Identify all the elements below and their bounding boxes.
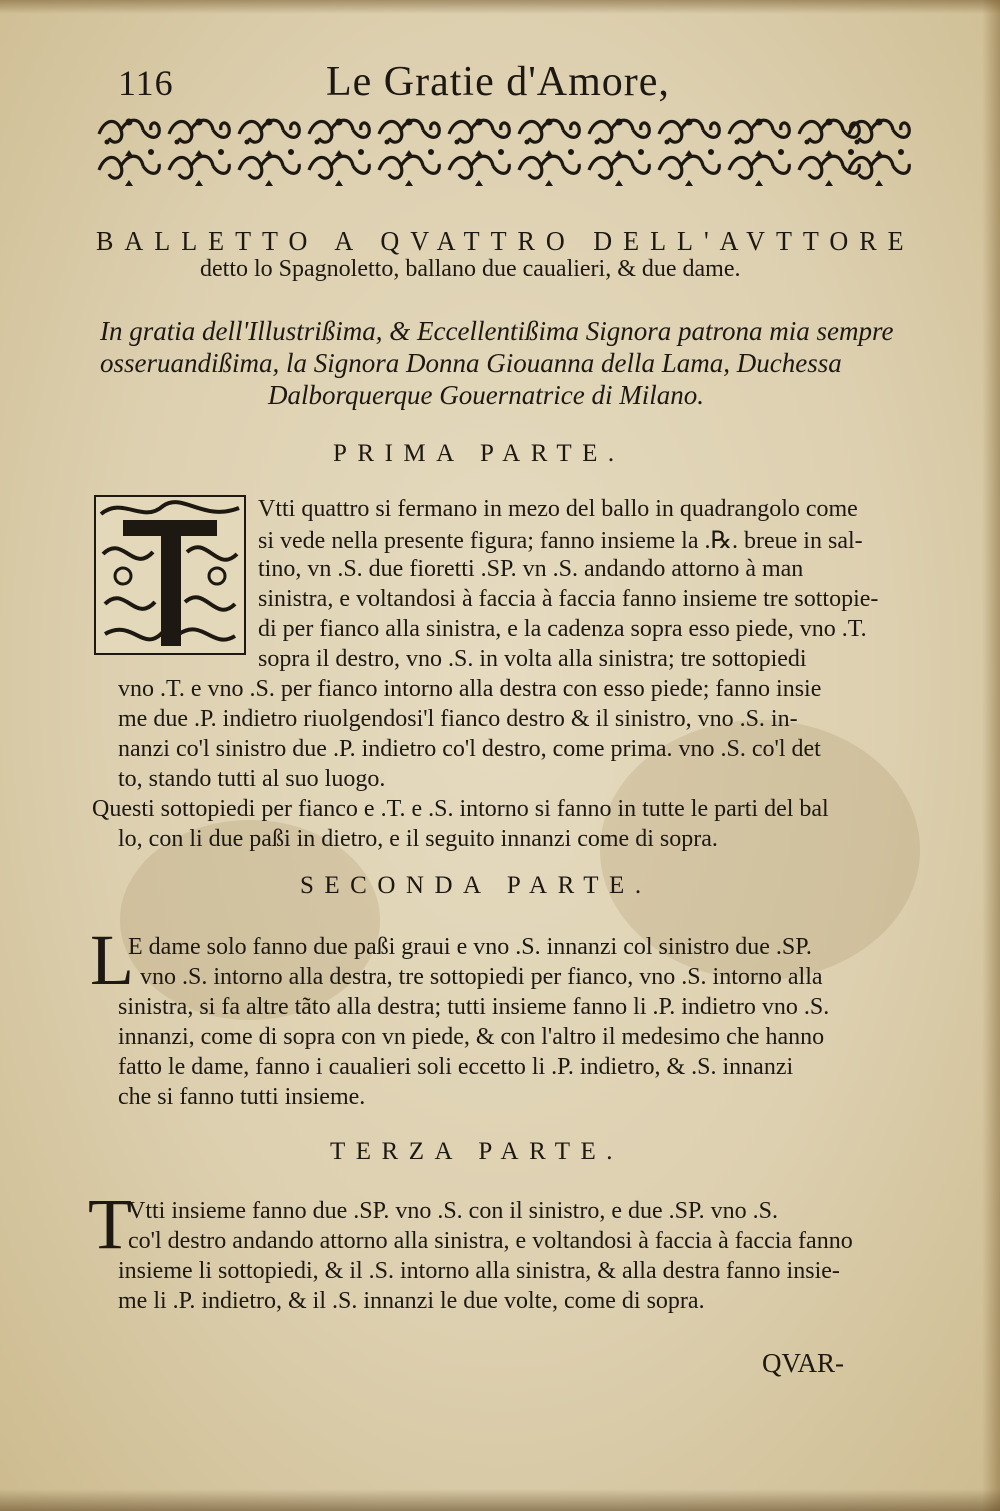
text-line: insieme li sottopiedi, & il .S. intorno alla sinistra, & alla destra fanno insie- <box>118 1258 840 1284</box>
dedication-line: Dalborquerque Gouernatrice di Milano. <box>268 380 704 410</box>
text-line: che si fanno tutti insieme. <box>118 1084 366 1110</box>
dedication-line: In gratia dell'Illustrißima, & Eccellentißima Signora patrona mia sempre <box>100 316 894 346</box>
text-line: E dame solo fanno due paßi graui e vno .S. innanzi col sinistro due .SP. <box>128 934 812 960</box>
running-title: Le Gratie d'Amore, <box>326 59 670 105</box>
dance-title: BALLETTO A QVATTRO DELL'AVTTORE <box>96 226 915 256</box>
running-header <box>0 58 1000 110</box>
text-line: Vtti insieme fanno due .SP. vno .S. con il sinistro, e due .SP. vno .S. <box>128 1198 779 1224</box>
decorated-initial-T <box>93 494 247 656</box>
section-heading-seconda: SECONDA PARTE. <box>300 872 652 899</box>
text-line: Vtti quattro si fermano in mezo del ballo in quadrangolo come <box>258 496 858 522</box>
text-line: sinistra, si fa altre tãto alla destra; tutti insieme fanno li .P. indietro vno .S. <box>118 994 830 1020</box>
text-line: sinistra, e voltandosi à faccia à faccia fanno insieme tre sottopie- <box>258 586 879 612</box>
text-line: tino, vn .S. due fioretti .SP. vn .S. andando attorno à man <box>258 556 804 582</box>
text-line: vno .S. intorno alla destra, tre sottopiedi per fianco, vno .S. intorno alla <box>140 964 823 990</box>
decorative-border-band <box>95 112 915 192</box>
text-line: me li .P. indietro, & il .S. innanzi le due volte, come di sopra. <box>118 1288 705 1314</box>
page-right-edge-shadow <box>982 0 1000 1511</box>
page-number: 116 <box>118 63 174 103</box>
dedication-line: osseruandißima, la Signora Donna Giouanna della Lama, Duchessa <box>100 348 842 378</box>
page-top-edge-shadow <box>0 0 1000 14</box>
text-line: di per fianco alla sinistra, e la cadenza sopra esso piede, vno .T. <box>258 616 867 642</box>
text-line: co'l destro andando attorno alla sinistra, e voltandosi à faccia à faccia fanno <box>128 1228 853 1254</box>
text-line: me due .P. indietro riuolgendosi'l fianco destro & il sinistro, vno .S. in- <box>118 706 798 732</box>
dance-subtitle: detto lo Spagnoletto, ballano due caualieri, & due dame. <box>200 256 741 282</box>
page-bottom-edge-shadow <box>0 1489 1000 1511</box>
text-line: fatto le dame, fanno i caualieri soli eccetto li .P. indietro, & .S. innanzi <box>118 1054 794 1080</box>
section-heading-prima: PRIMA PARTE. <box>333 440 625 467</box>
text-line: Questi sottopiedi per fianco e .T. e .S. intorno si fanno in tutte le parti del bal <box>92 796 829 822</box>
text-line: si vede nella presente figura; fanno insieme la .℞. breue in sal- <box>258 528 863 554</box>
text-line: lo, con li due paßi in dietro, e il seguito innanzi come di sopra. <box>118 826 718 852</box>
text-line: to, stando tutti al suo luogo. <box>118 766 386 792</box>
text-line: innanzi, come di sopra con vn piede, & con l'altro il medesimo che hanno <box>118 1024 825 1050</box>
initial-letter-L: L <box>90 920 134 1000</box>
section-heading-terza: TERZA PARTE. <box>330 1138 624 1165</box>
text-line: sopra il destro, vno .S. in volta alla sinistra; tre sottopiedi <box>258 646 807 672</box>
catchword: QVAR- <box>762 1348 845 1378</box>
text-line: nanzi co'l sinistro due .P. indietro co'l destro, come prima. vno .S. co'l det <box>118 736 821 762</box>
text-line: vno .T. e vno .S. per fianco intorno alla destra con esso piede; fanno insie <box>118 676 822 702</box>
initial-letter-T: T <box>88 1184 132 1264</box>
